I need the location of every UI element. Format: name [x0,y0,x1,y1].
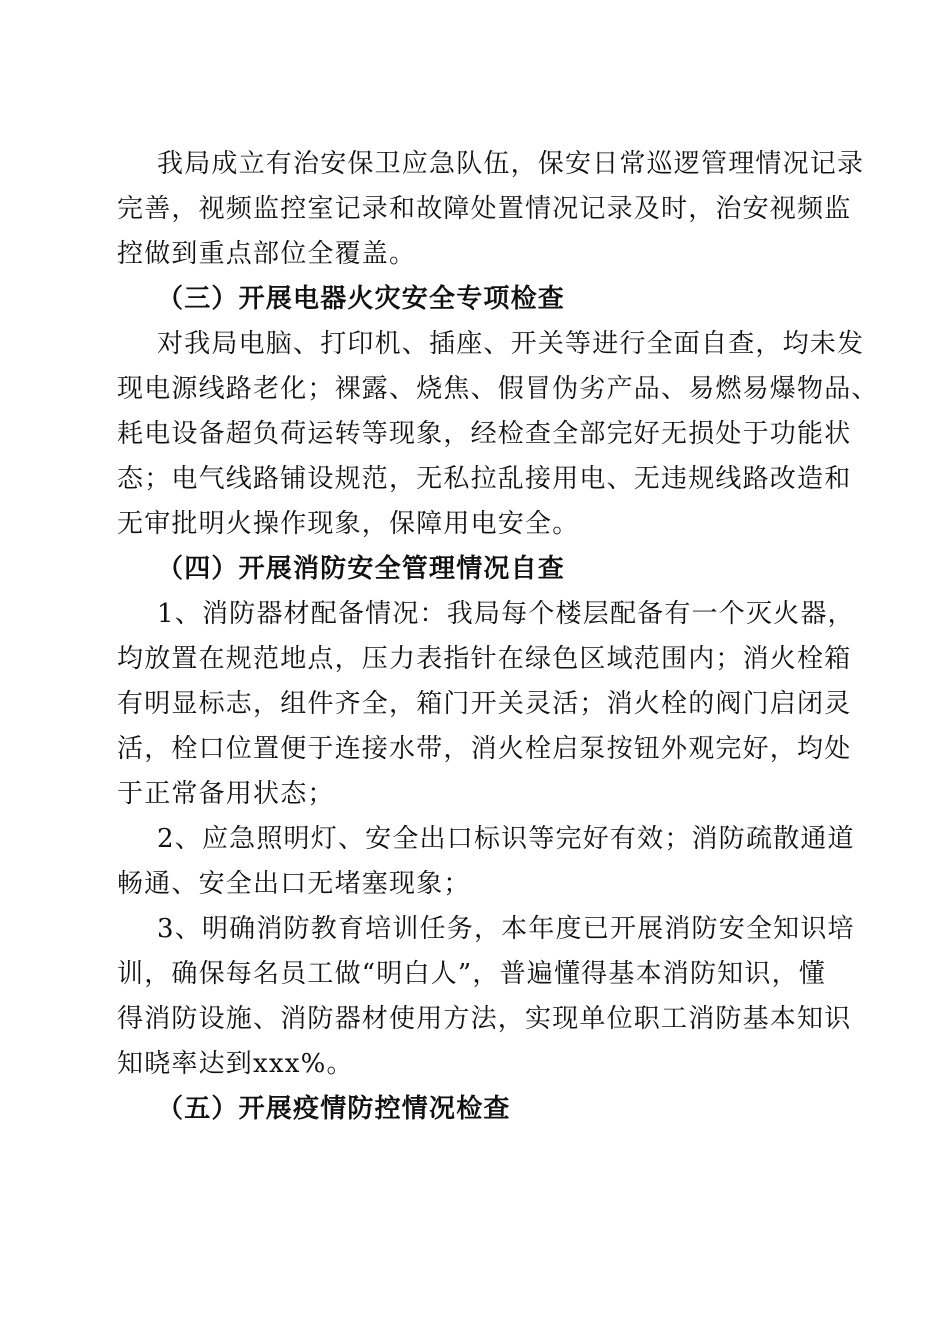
paragraph-line: 1、消防器材配备情况：我局每个楼层配备有一个灭火器， [157,599,855,629]
paragraph-line: 我局成立有治安保卫应急队伍，保安日常巡逻管理情况记录 [157,149,865,179]
paragraph-line: 畅通、安全出口无堵塞现象； [117,869,471,899]
paragraph-line: 有明显标志，组件齐全，箱门开关灵活；消火栓的阀门启闭灵 [117,689,852,719]
paragraph-line: 训，确保每名员工做“明白人”，普遍懂得基本消防知识，懂 [117,959,826,989]
paragraph-line: 现电源线路老化；裸露、烧焦、假冒伪劣产品、易燃易爆物品、 [117,374,879,404]
paragraph-line: 控做到重点部位全覆盖。 [117,239,417,269]
section-heading-5: （五）开展疫情防控情况检查 [157,1094,511,1124]
paragraph-line: 于正常备用状态； [117,779,335,809]
paragraph-line: 态；电气线路铺设规范，无私拉乱接用电、无违规线路改造和 [117,464,852,494]
paragraph-line: 知晓率达到xxx%。 [117,1049,354,1079]
paragraph-line: 均放置在规范地点，压力表指针在绿色区域范围内；消火栓箱 [117,644,852,674]
section-heading-4: （四）开展消防安全管理情况自查 [157,554,566,584]
section-heading-3: （三）开展电器火灾安全专项检查 [157,284,566,314]
paragraph-line: 3、明确消防教育培训任务，本年度已开展消防安全知识培 [157,914,855,944]
paragraph-line: 得消防设施、消防器材使用方法，实现单位职工消防基本知识 [117,1004,852,1034]
paragraph-line: 对我局电脑、打印机、插座、开关等进行全面自查，均未发 [157,329,865,359]
paragraph-line: 活，栓口位置便于连接水带，消火栓启泵按钮外观完好，均处 [117,734,852,764]
paragraph-line: 完善，视频监控室记录和故障处置情况记录及时，治安视频监 [117,194,852,224]
paragraph-line: 2、应急照明灯、安全出口标识等完好有效；消防疏散通道 [157,824,855,854]
paragraph-line: 无审批明火操作现象，保障用电安全。 [117,509,580,539]
paragraph-line: 耗电设备超负荷运转等现象，经检查全部完好无损处于功能状 [117,419,852,449]
